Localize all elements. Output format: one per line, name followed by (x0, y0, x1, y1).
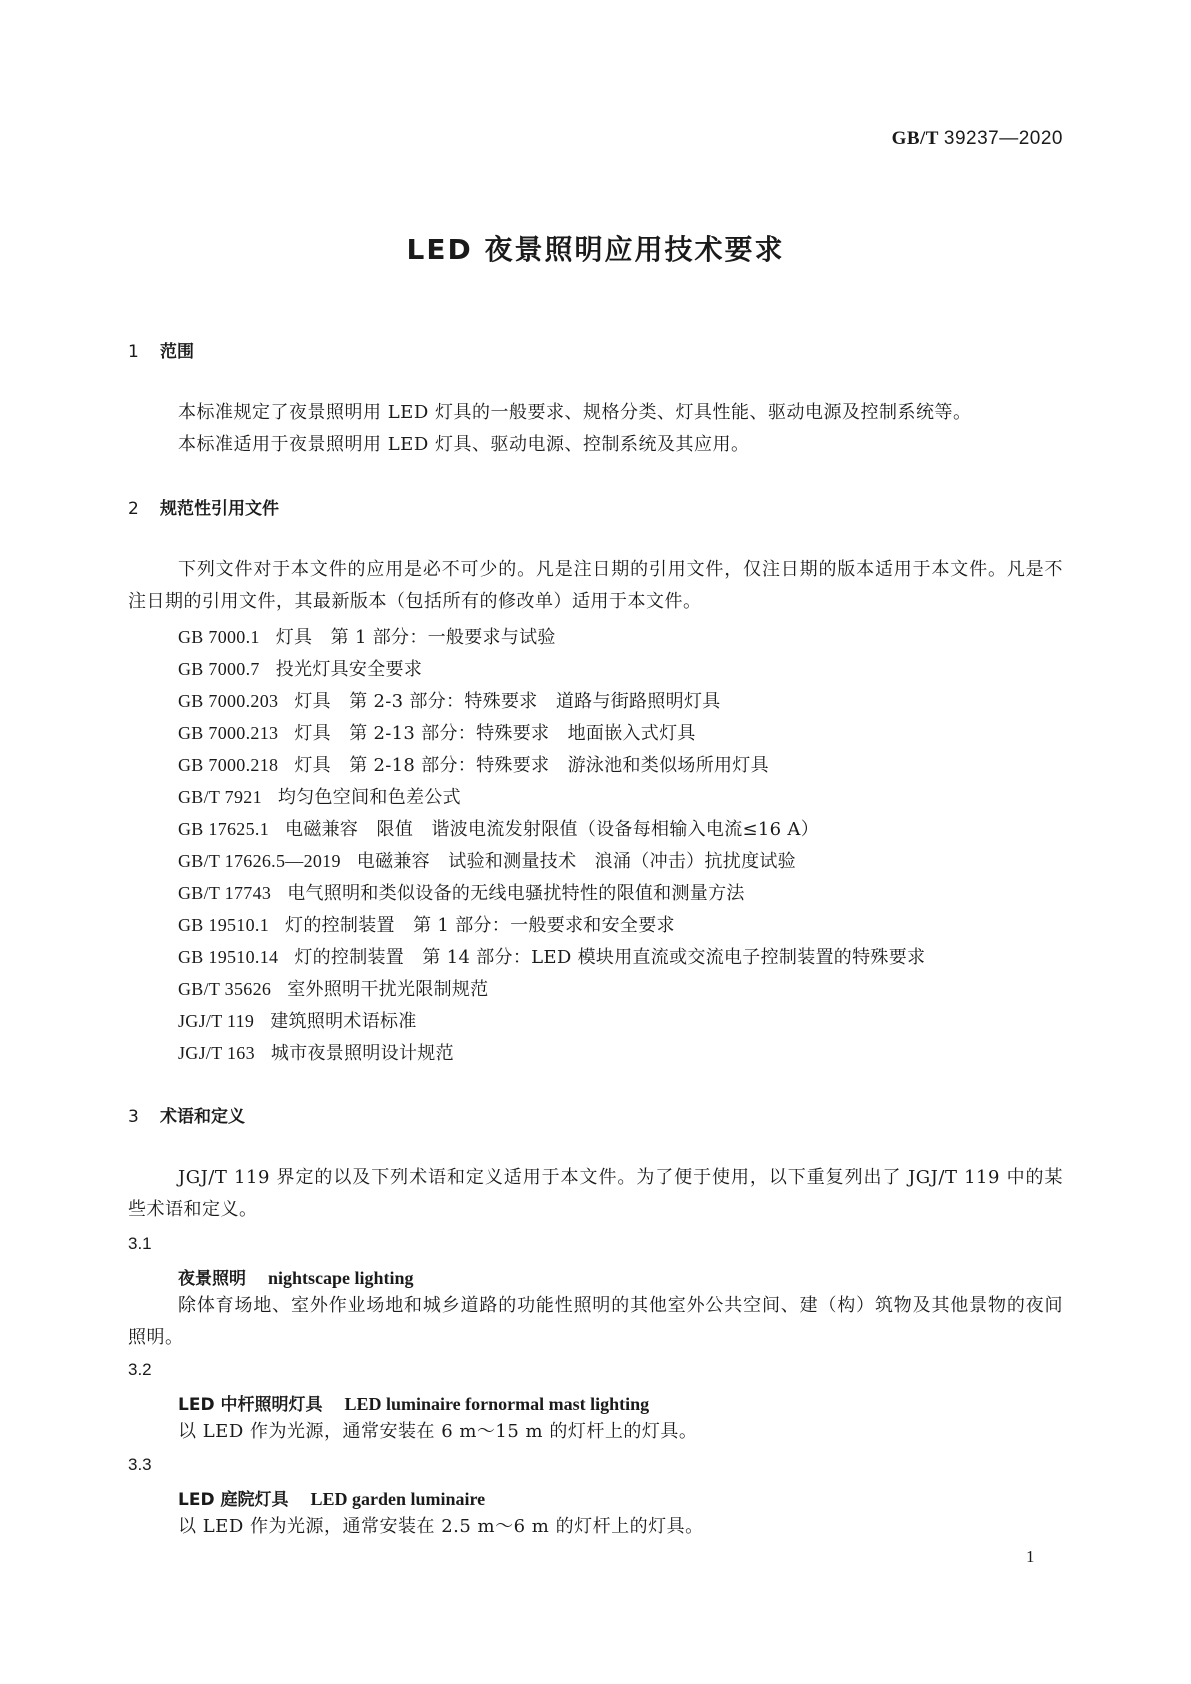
section-1-heading (128, 337, 194, 362)
reference-item (178, 911, 675, 937)
reference-code: GB 17625.1 (178, 819, 270, 839)
section-number: 2 (128, 499, 139, 519)
reference-code: GB 7000.218 (178, 755, 279, 775)
term-number: 3.2 (128, 1360, 152, 1379)
section-number: 1 (128, 342, 139, 362)
term-number: 3.1 (128, 1234, 152, 1253)
section-3-heading (128, 1102, 245, 1127)
standard-number: 39237—2020 (943, 128, 1063, 149)
section-title: 范围 (160, 342, 194, 362)
reference-code: GB 19510.1 (178, 915, 270, 935)
reference-title: 灯的控制装置 第 14 部分：LED 模块用直流或交流电子控制装置的特殊要求 (294, 947, 926, 968)
reference-item (178, 975, 489, 1001)
reference-item (178, 751, 769, 777)
paragraph: JGJ/T 119 界定的以及下列术语和定义适用于本文件。为了便于使用，以下重复列出了 JGJ/T 119 中的某些术语和定义。 (128, 1167, 1063, 1220)
reference-code: JGJ/T 163 (178, 1043, 255, 1063)
reference-item (178, 943, 925, 969)
reference-item (178, 687, 721, 713)
reference-title: 电气照明和类似设备的无线电骚扰特性的限值和测量方法 (287, 883, 745, 904)
reference-item (178, 815, 819, 841)
standard-code (892, 128, 1063, 150)
reference-code: GB/T 17626.5—2019 (178, 851, 341, 871)
standard-prefix: GB/T (891, 128, 939, 149)
reference-title: 灯具 第 2-13 部分：特殊要求 地面嵌入式灯具 (294, 723, 696, 744)
term-name (178, 1390, 649, 1415)
reference-title: 均匀色空间和色差公式 (277, 787, 461, 808)
reference-item (178, 879, 745, 905)
reference-code: GB/T 17743 (178, 883, 272, 903)
reference-title: 电磁兼容 试验和测量技术 浪涌（冲击）抗扰度试验 (356, 851, 796, 872)
reference-title: 建筑照明术语标准 (270, 1011, 417, 1032)
term-definition: 以 LED 作为光源，通常安装在 2.5 m～6 m 的灯杆上的灯具。 (178, 1516, 704, 1537)
reference-item (178, 655, 422, 681)
term-name-en: nightscape lighting (268, 1268, 414, 1288)
reference-title: 投光灯具安全要求 (275, 659, 423, 680)
reference-item (178, 1039, 454, 1065)
reference-title: 灯的控制装置 第 1 部分：一般要求和安全要求 (285, 915, 675, 936)
term-name (178, 1485, 485, 1510)
reference-item (178, 847, 796, 873)
term-definition: 除体育场地、室外作业场地和城乡道路的功能性照明的其他室外公共空间、建（构）筑物及其他景物的夜间照明。 (128, 1295, 1063, 1348)
reference-item (178, 1007, 417, 1033)
term-definition: 以 LED 作为光源，通常安装在 6 m～15 m 的灯杆上的灯具。 (178, 1421, 698, 1442)
reference-code: GB/T 35626 (178, 979, 272, 999)
reference-code: GB 7000.1 (178, 627, 260, 647)
reference-code: GB 7000.7 (178, 659, 260, 679)
term-name-zh: 夜景照明 (178, 1269, 246, 1289)
paragraph: 本标准适用于夜景照明用 LED 灯具、驱动电源、控制系统及其应用。 (178, 434, 750, 455)
term-name-zh: LED 庭院灯具 (178, 1490, 289, 1510)
paragraph: 本标准规定了夜景照明用 LED 灯具的一般要求、规格分类、灯具性能、驱动电源及控制系统等。 (178, 402, 972, 423)
section-title: 规范性引用文件 (160, 499, 279, 519)
term-name-zh: LED 中杆照明灯具 (178, 1395, 323, 1415)
reference-code: JGJ/T 119 (178, 1011, 255, 1031)
reference-title: 灯具 第 2-3 部分：特殊要求 道路与街路照明灯具 (294, 691, 721, 712)
reference-title: 灯具 第 1 部分：一般要求与试验 (275, 627, 556, 648)
term-name-en: LED luminaire fornormal mast lighting (344, 1394, 650, 1414)
reference-title: 电磁兼容 限值 谐波电流发射限值（设备每相输入电流≤16 A） (285, 819, 820, 840)
reference-item (178, 623, 556, 649)
paragraph: 下列文件对于本文件的应用是必不可少的。凡是注日期的引用文件，仅注日期的版本适用于本文件。凡是不注日期的引用文件，其最新版本（包括所有的修改单）适用于本文件。 (128, 559, 1063, 612)
term-name (178, 1264, 414, 1289)
reference-code: GB 7000.213 (178, 723, 279, 743)
section-title: 术语和定义 (160, 1107, 245, 1127)
reference-item (178, 719, 696, 745)
reference-code: GB 19510.14 (178, 947, 279, 967)
term-number: 3.3 (128, 1455, 152, 1474)
term-name-en: LED garden luminaire (310, 1489, 486, 1509)
section-2-heading (128, 494, 279, 519)
section-number: 3 (128, 1107, 139, 1127)
reference-title: 城市夜景照明设计规范 (270, 1043, 454, 1064)
reference-code: GB/T 7921 (178, 787, 262, 807)
page-number: 1 (1026, 1547, 1035, 1566)
reference-item (178, 783, 461, 809)
document-title: LED 夜景照明应用技术要求 (406, 233, 785, 266)
reference-title: 灯具 第 2-18 部分：特殊要求 游泳池和类似场所用灯具 (294, 755, 769, 776)
reference-title: 室外照明干扰光限制规范 (287, 979, 489, 1000)
reference-code: GB 7000.203 (178, 691, 279, 711)
